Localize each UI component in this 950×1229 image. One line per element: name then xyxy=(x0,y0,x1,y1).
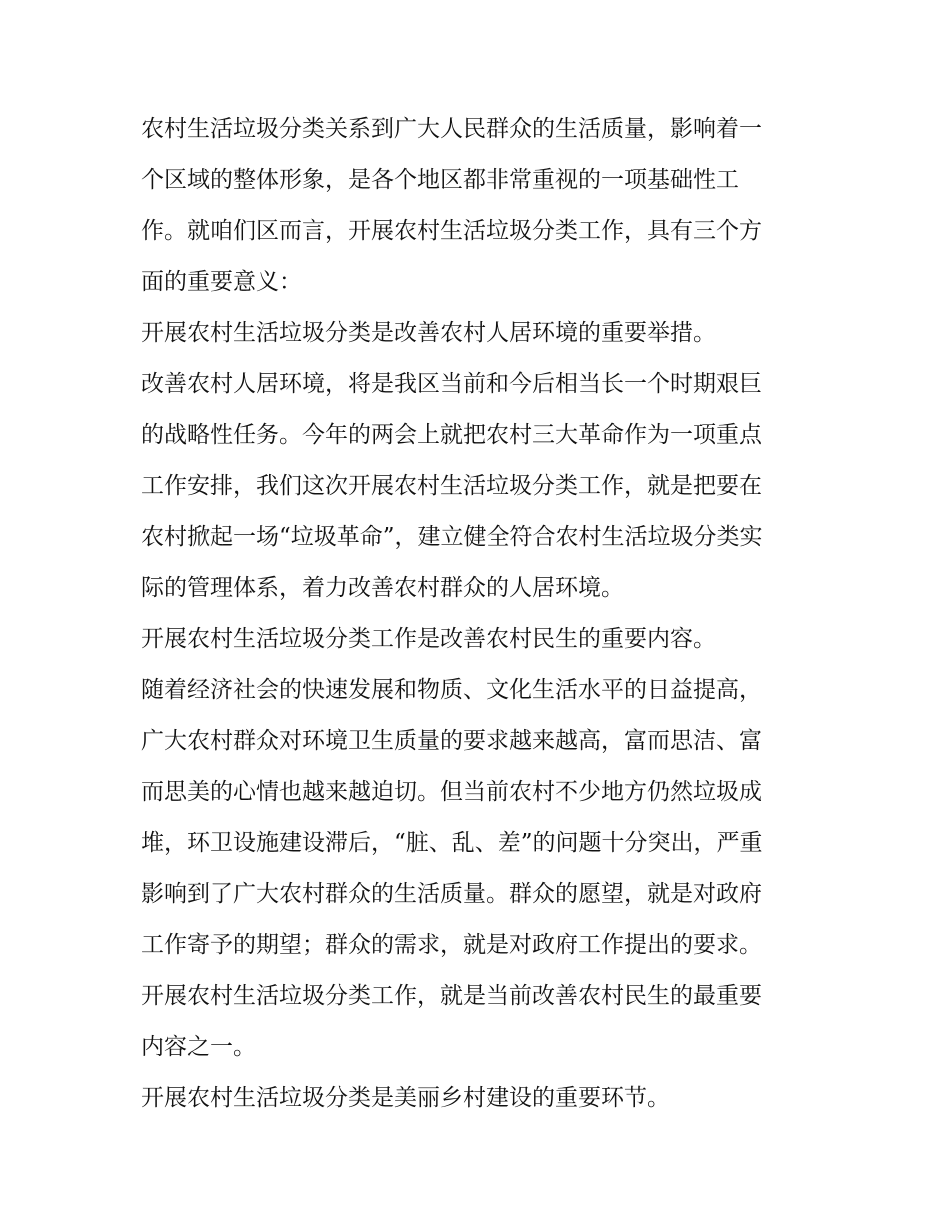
section-heading-living-environment xyxy=(141,308,813,359)
text-line: 改善农村人居环境，将是我区当前和今后相当长一个时期艰巨 xyxy=(141,371,762,397)
text-line: 开展农村生活垃圾分类工作，就是当前改善农村民生的最重要 xyxy=(141,983,762,1009)
document-body xyxy=(141,104,813,1124)
text-line: 随着经济社会的快速发展和物质、文化生活水平的日益提高， xyxy=(141,677,762,703)
text-line: 影响到了广大农村群众的生活质量。群众的愿望，就是对政府 xyxy=(141,881,762,907)
text-line: 工作寄予的期望；群众的需求，就是对政府工作提出的要求。 xyxy=(141,932,762,958)
text-line: 工作安排，我们这次开展农村生活垃圾分类工作，就是把要在 xyxy=(141,473,762,499)
text-line: 际的管理体系，着力改善农村群众的人居环境。 xyxy=(141,575,624,601)
text-line: 个区域的整体形象，是各个地区都非常重视的一项基础性工 xyxy=(141,167,739,193)
text-line: 面的重要意义： xyxy=(141,269,302,295)
text-line: 农村生活垃圾分类关系到广大人民群众的生活质量，影响着一 xyxy=(141,116,762,142)
text-line: 作。就咱们区而言，开展农村生活垃圾分类工作，具有三个方 xyxy=(141,218,762,244)
text-line: 开展农村生活垃圾分类是美丽乡村建设的重要环节。 xyxy=(141,1085,670,1111)
text-line: 农村掀起一场“垃圾革命”，建立健全符合农村生活垃圾分类实 xyxy=(141,524,763,550)
text-line: 开展农村生活垃圾分类工作是改善农村民生的重要内容。 xyxy=(141,626,716,652)
text-line: 广大农村群众对环境卫生质量的要求越来越高，富而思洁、富 xyxy=(141,728,762,754)
section-heading-livelihood xyxy=(141,614,813,665)
section-heading-beautiful-village xyxy=(141,1073,813,1124)
paragraph-living-environment xyxy=(141,359,813,614)
text-line: 的战略性任务。今年的两会上就把农村三大革命作为一项重点 xyxy=(141,422,762,448)
paragraph-intro xyxy=(141,104,813,308)
paragraph-livelihood xyxy=(141,665,813,1073)
text-line: 内容之一。 xyxy=(141,1034,256,1060)
text-line: 堆，环卫设施建设滞后，“脏、乱、差”的问题十分突出，严重 xyxy=(141,830,763,856)
text-line: 开展农村生活垃圾分类是改善农村人居环境的重要举措。 xyxy=(141,320,716,346)
text-line: 而思美的心情也越来越迫切。但当前农村不少地方仍然垃圾成 xyxy=(141,779,762,805)
